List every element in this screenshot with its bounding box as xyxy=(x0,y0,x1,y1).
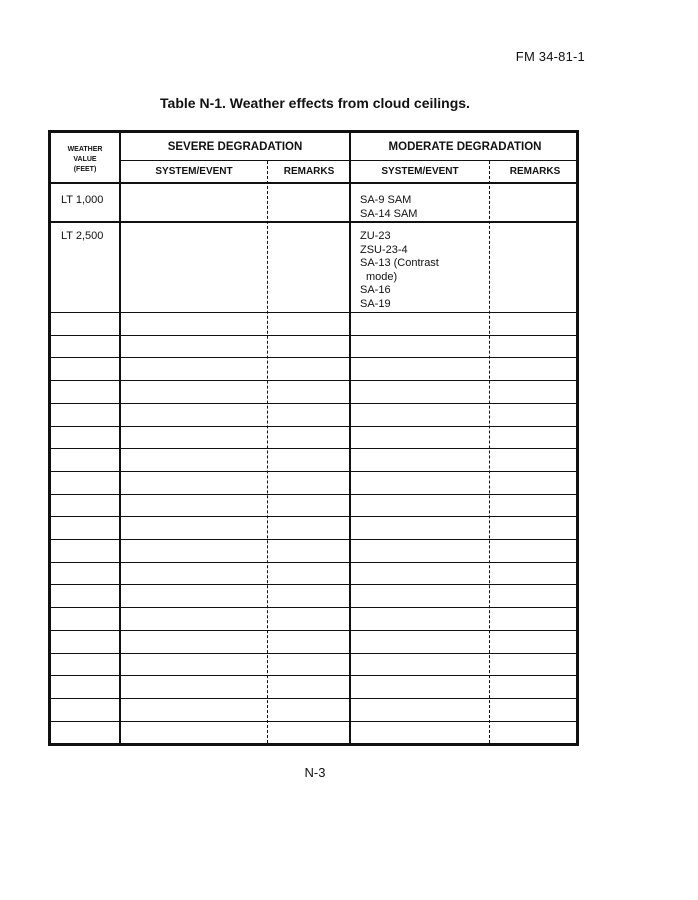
row-2-moderate-item: ZU-23 xyxy=(360,230,391,242)
empty-row-divider xyxy=(51,403,576,404)
empty-row-divider xyxy=(51,335,576,336)
empty-row-divider xyxy=(51,357,576,358)
col-divider-severe-moderate xyxy=(349,133,351,743)
empty-row-divider xyxy=(51,675,576,676)
table-title: Table N-1. Weather effects from cloud ceilings. xyxy=(160,95,470,111)
row-2-moderate-item: SA-13 (Contrast xyxy=(360,257,439,269)
row-2-weather-value: LT 2,500 xyxy=(61,230,104,242)
header-moderate-system-event: SYSTEM/EVENT xyxy=(381,166,459,177)
header-weather-line-1: WEATHER xyxy=(67,146,103,153)
row-2-moderate-system xyxy=(360,230,439,311)
col-divider-weather xyxy=(119,133,121,743)
header-severe-system-event: SYSTEM/EVENT xyxy=(155,166,233,177)
empty-row-divider xyxy=(51,516,576,517)
empty-row-divider xyxy=(51,630,576,631)
col-divider-moderate-remarks xyxy=(489,161,490,743)
page-header: FM 34-81-1 xyxy=(515,49,585,64)
empty-row-divider xyxy=(51,584,576,585)
empty-row-divider xyxy=(51,448,576,449)
header-moderate-degradation: MODERATE DEGRADATION xyxy=(388,141,542,153)
empty-row-divider xyxy=(51,607,576,608)
row-2-moderate-item: mode) xyxy=(366,270,398,283)
header-divider-bottom xyxy=(51,182,576,184)
table-grid xyxy=(51,133,576,743)
header-severe-degradation: SEVERE DEGRADATION xyxy=(167,141,303,153)
empty-row-divider xyxy=(51,653,576,654)
empty-row-divider xyxy=(51,562,576,563)
weather-effects-table xyxy=(48,130,579,746)
empty-row-divider xyxy=(51,539,576,540)
empty-row-divider xyxy=(51,494,576,495)
row-1-moderate-item: SA-9 SAM xyxy=(360,194,412,206)
row-1-divider xyxy=(51,221,576,223)
empty-row-divider xyxy=(51,471,576,472)
header-weather-line-3: (FEET) xyxy=(73,166,97,173)
header-moderate-remarks: REMARKS xyxy=(509,166,561,177)
header-weather-line-2: VALUE xyxy=(73,156,97,163)
row-2-moderate-item: ZSU-23-4 xyxy=(360,243,408,256)
empty-row-divider xyxy=(51,721,576,722)
empty-row-divider xyxy=(51,380,576,381)
row-2-moderate-item: SA-19 xyxy=(360,297,391,310)
row-1-moderate-item: SA-14 SAM xyxy=(360,207,418,220)
empty-row-divider xyxy=(51,312,576,313)
row-2-moderate-item: SA-16 xyxy=(360,284,391,296)
row-1-moderate-system xyxy=(360,194,417,221)
header-severe-remarks: REMARKS xyxy=(283,166,335,177)
header-weather-value xyxy=(51,145,119,175)
page-footer: N-3 xyxy=(304,765,326,780)
col-divider-severe-remarks xyxy=(267,161,268,743)
empty-row-divider xyxy=(51,426,576,427)
row-1-weather-value: LT 1,000 xyxy=(61,194,104,206)
header-divider-top xyxy=(121,160,576,161)
empty-row-divider xyxy=(51,698,576,699)
